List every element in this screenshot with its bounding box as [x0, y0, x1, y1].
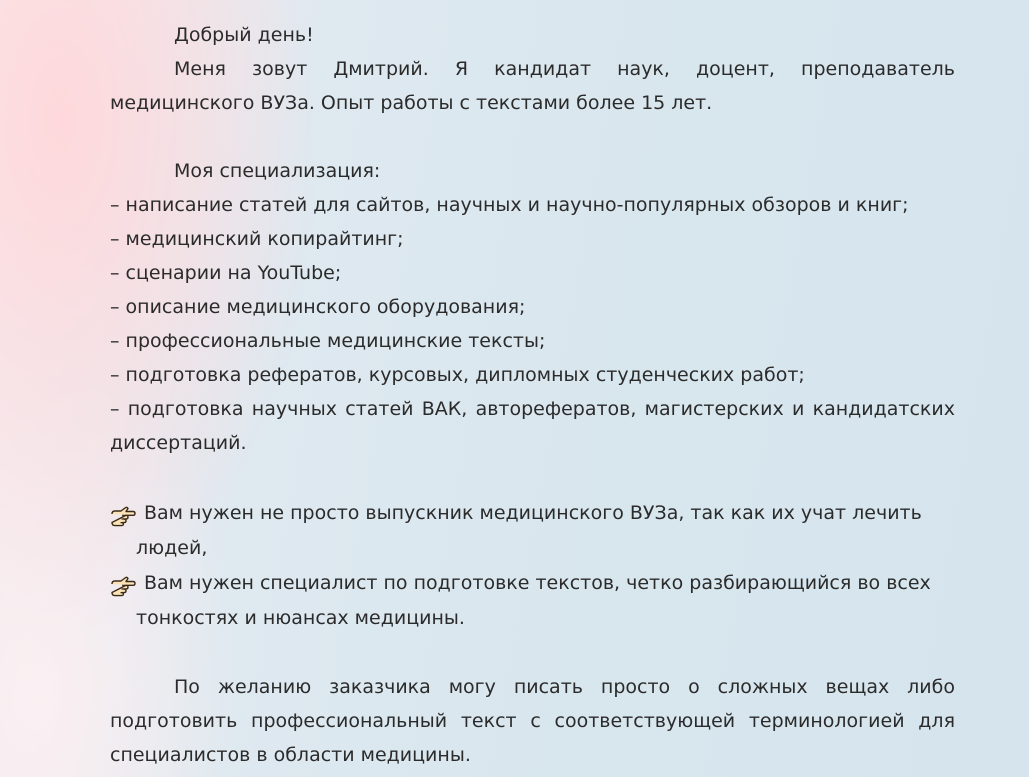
specialization-item: – описание медицинского оборудования; [110, 296, 526, 318]
greeting: Добрый день! [174, 24, 314, 46]
specialization-item: – подготовка рефератов, курсовых, дипломных студенческих работ; [110, 364, 805, 386]
specialization-heading: Моя специализация: [174, 160, 381, 182]
spacer [110, 460, 955, 496]
closing-paragraph: По желанию заказчика могу писать просто о сложных вещах либо подготовить профессиональный текст с соответствующей терминологией для специалистов в области медицины. [110, 676, 955, 766]
benefit-bullet [110, 566, 955, 636]
specialization-item: – профессиональные медицинские тексты; [110, 330, 546, 352]
pointing-hand-icon [110, 574, 136, 596]
intro-paragraph: Меня зовут Дмитрий. Я кандидат наук, доцент, преподаватель медицинского ВУЗа. Опыт работы с текстами более 15 лет. [110, 58, 955, 114]
document-body [110, 18, 955, 772]
spacer [110, 120, 955, 154]
benefit-text-line1: Вам нужен специалист по подготовке текстов, четко разбирающийся во всех [144, 572, 931, 594]
spacer [110, 636, 955, 670]
specialization-item: – написание статей для сайтов, научных и научно-популярных обзоров и книг; [110, 194, 909, 216]
benefit-text-line2: людей, [136, 537, 208, 559]
benefit-text-line2: тонкостях и нюансах медицины. [136, 607, 465, 629]
specialization-item: – подготовка научных статей ВАК, авторефератов, магистерских и кандидатских диссертаций. [110, 398, 955, 454]
benefit-bullet [110, 496, 955, 566]
specialization-item: – медицинский копирайтинг; [110, 228, 404, 250]
benefit-text-line1: Вам нужен не просто выпускник медицинского ВУЗа, так как их учат лечить [144, 502, 922, 524]
pointing-hand-icon [110, 504, 136, 526]
specialization-item: – сценарии на YouTube; [110, 262, 342, 284]
